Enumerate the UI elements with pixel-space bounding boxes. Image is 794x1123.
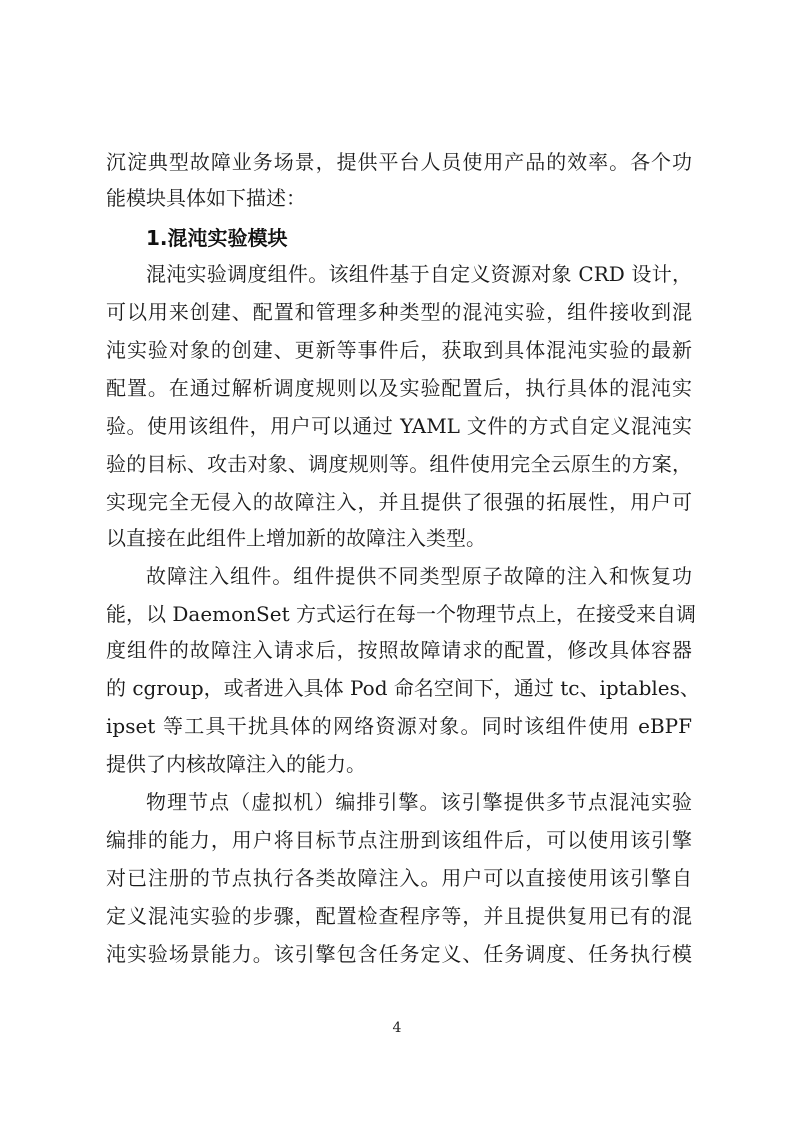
text-line: 沉淀典型故障业务场景，提供平台人员使用产品的效率。各个功	[106, 150, 692, 174]
paragraph-line: 编排的能力，用户将目标节点注册到该组件后，可以使用该引擎	[106, 828, 692, 852]
paragraph-line: 沌实验场景能力。该引擎包含任务定义、任务调度、任务执行模	[106, 942, 692, 966]
paragraph-line: 沌实验对象的创建、更新等事件后，获取到具体混沌实验的最新	[106, 338, 692, 362]
paragraph-line: 能，以 DaemonSet 方式运行在每一个物理节点上，在接受来自调	[106, 602, 696, 626]
paragraph-line: 对已注册的节点执行各类故障注入。用户可以直接使用该引擎自	[106, 866, 692, 890]
page-number: 4	[392, 1020, 402, 1036]
section-heading: 1.混沌实验模块	[146, 226, 288, 250]
paragraph-line: 验的目标、攻击对象、调度规则等。组件使用完全云原生的方案，	[106, 452, 692, 476]
paragraph-line: 的 cgroup，或者进入具体 Pod 命名空间下，通过 tc、iptables、	[106, 676, 700, 700]
paragraph-line: 配置。在通过解析调度规则以及实验配置后，执行具体的混沌实	[106, 376, 692, 400]
paragraph-line: ipset 等工具干扰具体的网络资源对象。同时该组件使用 eBPF	[106, 714, 692, 738]
paragraph-line: 提供了内核故障注入的能力。	[106, 752, 366, 776]
paragraph-line: 故障注入组件。组件提供不同类型原子故障的注入和恢复功	[146, 564, 692, 588]
paragraph-line: 定义混沌实验的步骤，配置检查程序等，并且提供复用已有的混	[106, 904, 692, 928]
paragraph-line: 以直接在此组件上增加新的故障注入类型。	[106, 526, 486, 550]
paragraph-line: 可以用来创建、配置和管理多种类型的混沌实验，组件接收到混	[106, 300, 692, 324]
paragraph-line: 实现完全无侵入的故障注入，并且提供了很强的拓展性，用户可	[106, 490, 692, 514]
paragraph-line: 混沌实验调度组件。该组件基于自定义资源对象 CRD 设计，	[146, 262, 692, 286]
text-line: 能模块具体如下描述：	[106, 186, 306, 210]
paragraph-line: 验。使用该组件，用户可以通过 YAML 文件的方式自定义混沌实	[106, 414, 692, 438]
paragraph-line: 度组件的故障注入请求后，按照故障请求的配置，修改具体容器	[106, 638, 692, 662]
paragraph-line: 物理节点（虚拟机）编排引擎。该引擎提供多节点混沌实验	[146, 790, 692, 814]
